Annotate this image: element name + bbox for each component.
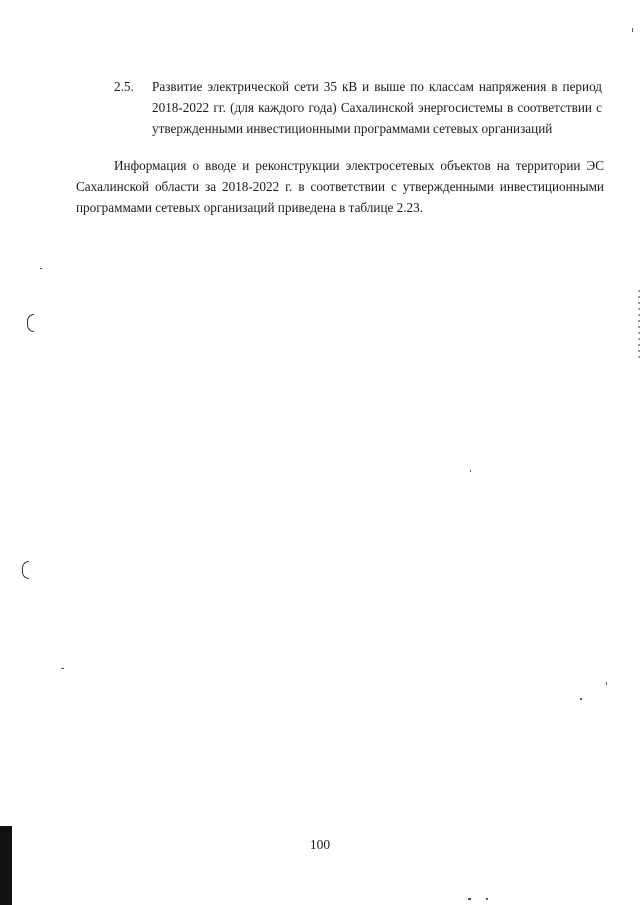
body-paragraph: Информация о вводе и реконструкции электросетевых объектов на территории ЭС Сахалинской области за 2018-2022 г. в соответствии с утвержденными инвестиционными программами сетевых организаций приведена в таблице 2.23.: [76, 158, 604, 215]
scan-speck: [580, 698, 582, 700]
scan-speck: [61, 668, 64, 669]
scan-speck: [486, 898, 488, 900]
scan-speck: [468, 898, 471, 900]
scan-speck: [470, 470, 471, 472]
scan-speck: [606, 682, 607, 685]
page-number: 100: [309, 837, 331, 852]
scan-speck: [632, 28, 633, 32]
punch-hole-mark-bottom: [22, 561, 29, 579]
scan-edge-shadow: [0, 826, 12, 905]
section-title: Развитие электрической сети 35 кВ и выше по классам напряжения в период 2018-2022 гг. (для каждого года) Сахалинской энергосистемы в соответствии с утвержденными инвестиционными программами сетевых организаций: [152, 79, 602, 136]
section-number: 2.5.: [114, 79, 134, 94]
scan-speck: [40, 268, 42, 269]
punch-hole-mark-top: [27, 314, 34, 332]
